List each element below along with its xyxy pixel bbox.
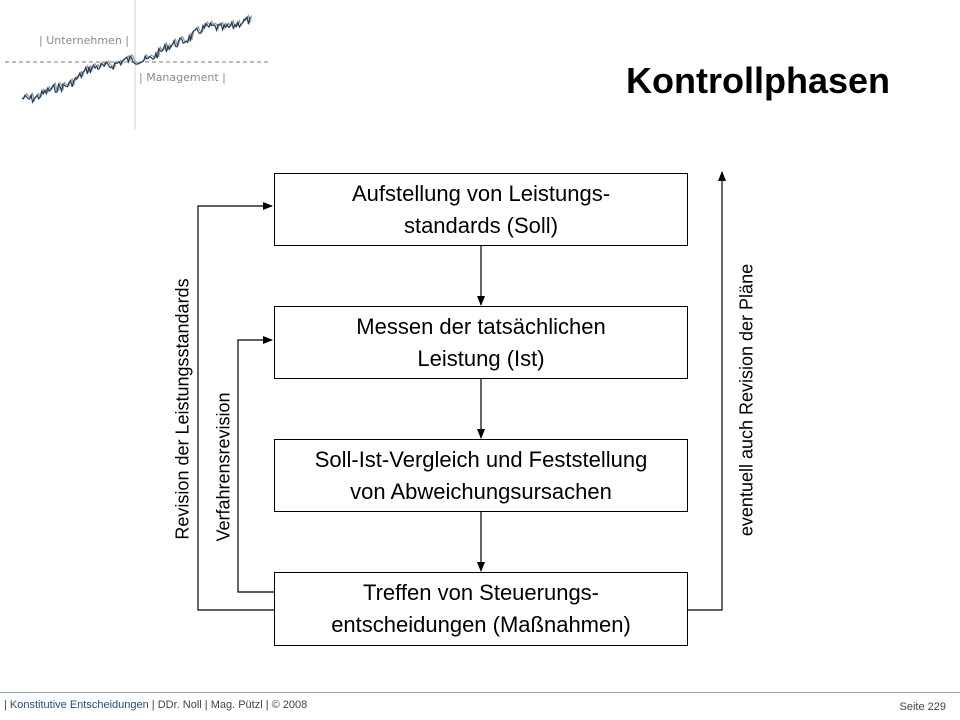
box-leistungsstandards: Aufstellung von Leistungs- standards (Soll): [274, 173, 688, 246]
loop-revision-plaene: [688, 172, 722, 610]
label-revision-plaene: eventuell auch Revision der Pläne: [736, 263, 757, 537]
footer-credits: [4, 699, 307, 711]
loop-revision-leistungsstandards: [198, 206, 274, 610]
box-steuerungsentscheidungen: Treffen von Steuerungs- entscheidungen (Maßnahmen): [274, 572, 688, 646]
footer-prefix: |: [4, 699, 10, 711]
box-soll-ist-vergleich: Soll-Ist-Vergleich und Feststellung von Abweichungsursachen: [274, 439, 688, 512]
footer-authors: | DDr. Noll | Mag. Pützl | © 2008: [148, 699, 308, 711]
box-messen-leistung: Messen der tatsächlichen Leistung (Ist): [274, 306, 688, 379]
logo-text-top: | Unternehmen |: [39, 34, 130, 47]
logo-text-bottom: | Management |: [139, 71, 226, 84]
loop-verfahrensrevision: [238, 340, 274, 592]
footer-divider: [0, 692, 960, 693]
label-revision-leistungsstandards: Revision der Leistungsstandards: [172, 278, 193, 540]
page-title: Kontrollphasen: [626, 60, 891, 101]
footer-topic: Konstitutive Entscheidungen: [9, 699, 149, 711]
page-number: Seite 229: [899, 701, 946, 713]
label-verfahrensrevision: Verfahrensrevision: [213, 392, 234, 542]
